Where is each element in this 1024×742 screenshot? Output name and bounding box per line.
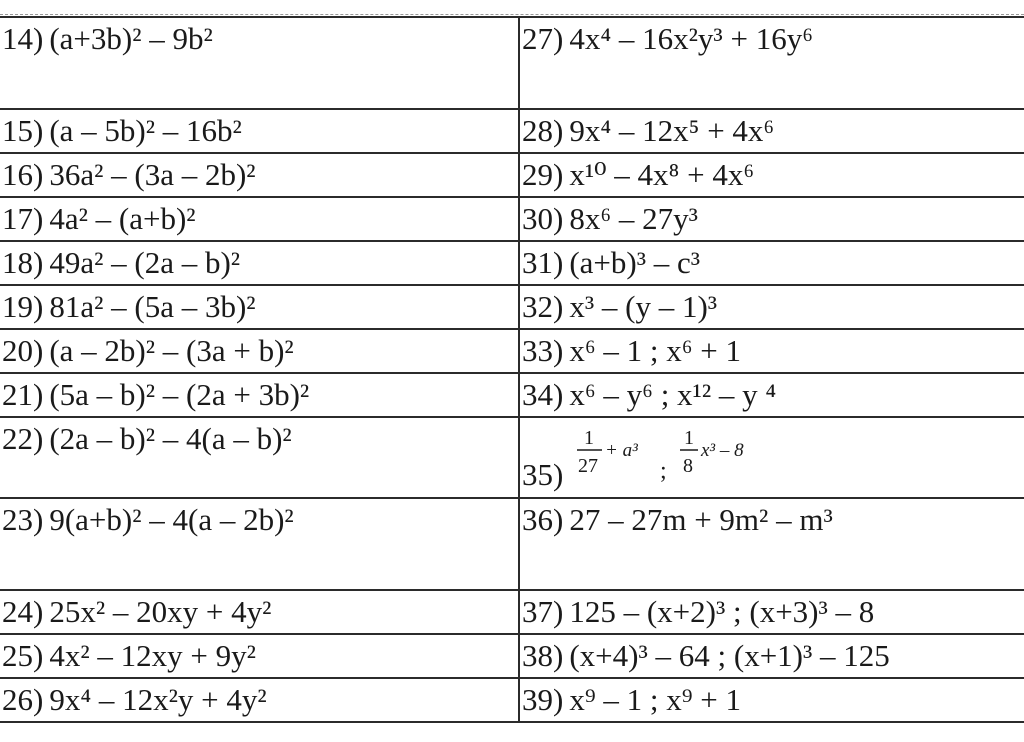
fraction-expression bbox=[522, 420, 744, 492]
exercise-expression: 25x² – 20xy + 4y² bbox=[49, 594, 272, 629]
exercise-expression: 4x⁴ – 16x²y³ + 16y⁶ bbox=[569, 21, 814, 56]
exercise-cell bbox=[0, 678, 519, 722]
exercise-number: 20) bbox=[2, 333, 44, 368]
exercise-number: 36) bbox=[522, 502, 564, 537]
frac2-tail: x³ – 8 bbox=[701, 440, 744, 461]
exercise-expression: 9x⁴ – 12x²y + 4y² bbox=[49, 682, 267, 717]
exercise-cell bbox=[0, 285, 519, 329]
exercise-cell bbox=[519, 153, 1024, 197]
exercise-expression: x⁹ – 1 ; x⁹ + 1 bbox=[569, 682, 742, 717]
exercise-cell bbox=[0, 17, 519, 109]
exercise-cell bbox=[519, 373, 1024, 417]
exercise-number: 39) bbox=[522, 682, 564, 717]
exercise-cell bbox=[519, 285, 1024, 329]
exercise-number: 38) bbox=[522, 638, 564, 673]
table-row bbox=[0, 109, 1024, 153]
exercise-table bbox=[0, 16, 1024, 723]
exercise-expression: (5a – b)² – (2a + 3b)² bbox=[49, 377, 310, 412]
exercise-expression: 4x² – 12xy + 9y² bbox=[49, 638, 256, 673]
frac2-denominator: 8 bbox=[683, 455, 693, 477]
table-row bbox=[0, 417, 1024, 498]
exercise-expression: (a – 5b)² – 16b² bbox=[49, 113, 242, 148]
exercise-number: 21) bbox=[2, 377, 44, 412]
exercise-number: 26) bbox=[2, 682, 44, 717]
table-row bbox=[0, 197, 1024, 241]
exercise-number: 28) bbox=[522, 113, 564, 148]
exercise-cell bbox=[519, 329, 1024, 373]
exercise-expression: 49a² – (2a – b)² bbox=[49, 245, 241, 280]
table-row bbox=[0, 153, 1024, 197]
frac1-numerator: 1 bbox=[584, 427, 594, 449]
frac2-numerator: 1 bbox=[684, 427, 694, 449]
exercise-expression: x⁶ – y⁶ ; x¹² – y ⁴ bbox=[569, 377, 777, 412]
exercise-expression: 81a² – (5a – 3b)² bbox=[49, 289, 256, 324]
exercise-number: 30) bbox=[522, 201, 564, 236]
top-dashed-rule bbox=[0, 14, 1024, 15]
exercise-expression: (x+4)³ – 64 ; (x+1)³ – 125 bbox=[569, 638, 890, 673]
exercise-number: 17) bbox=[2, 201, 44, 236]
table-row bbox=[0, 590, 1024, 634]
frac1-tail: + a³ bbox=[605, 440, 638, 461]
exercise-number: 14) bbox=[2, 21, 44, 56]
exercise-expression: 36a² – (3a – 2b)² bbox=[49, 157, 256, 192]
exercise-cell bbox=[0, 153, 519, 197]
exercise-number: 15) bbox=[2, 113, 44, 148]
exercise-expression: 9(a+b)² – 4(a – 2b)² bbox=[49, 502, 294, 537]
exercise-expression: (a+3b)² – 9b² bbox=[49, 21, 213, 56]
exercise-number: 16) bbox=[2, 157, 44, 192]
exercise-cell bbox=[0, 329, 519, 373]
exercise-cell bbox=[519, 678, 1024, 722]
exercise-cell bbox=[519, 417, 1024, 498]
exercise-cell bbox=[519, 498, 1024, 590]
exercise-number: 19) bbox=[2, 289, 44, 324]
exercise-cell bbox=[0, 373, 519, 417]
exercise-cell bbox=[0, 241, 519, 285]
exercise-cell bbox=[519, 590, 1024, 634]
exercise-cell bbox=[0, 417, 519, 498]
exercise-expression: (a+b)³ – c³ bbox=[569, 245, 701, 280]
exercise-number: 18) bbox=[2, 245, 44, 280]
exercise-cell bbox=[519, 634, 1024, 678]
table-row bbox=[0, 634, 1024, 678]
exercise-cell bbox=[0, 109, 519, 153]
exercise-expression: x⁶ – 1 ; x⁶ + 1 bbox=[569, 333, 742, 368]
exercise-number: 35) bbox=[522, 457, 564, 492]
table-row bbox=[0, 498, 1024, 590]
table-row bbox=[0, 285, 1024, 329]
exercise-cell bbox=[0, 498, 519, 590]
exercise-expression: 9x⁴ – 12x⁵ + 4x⁶ bbox=[569, 113, 775, 148]
exercise-expression: 27 – 27m + 9m² – m³ bbox=[569, 502, 833, 537]
exercise-cell bbox=[0, 590, 519, 634]
table-row bbox=[0, 241, 1024, 285]
exercise-cell bbox=[0, 197, 519, 241]
exercise-number: 25) bbox=[2, 638, 44, 673]
exercise-number: 33) bbox=[522, 333, 564, 368]
fraction-svg bbox=[574, 420, 774, 494]
table-row bbox=[0, 329, 1024, 373]
exercise-cell bbox=[519, 17, 1024, 109]
separator: ; bbox=[660, 458, 667, 484]
exercise-number: 34) bbox=[522, 377, 564, 412]
exercise-number: 24) bbox=[2, 594, 44, 629]
exercise-number: 27) bbox=[522, 21, 564, 56]
frac1-denominator: 27 bbox=[578, 455, 598, 477]
exercise-number: 23) bbox=[2, 502, 44, 537]
exercise-cell bbox=[519, 109, 1024, 153]
exercise-expression: x³ – (y – 1)³ bbox=[569, 289, 718, 324]
exercise-expression: (2a – b)² – 4(a – b)² bbox=[49, 421, 292, 456]
exercise-expression: 4a² – (a+b)² bbox=[49, 201, 196, 236]
table-row bbox=[0, 678, 1024, 722]
exercise-expression: x¹⁰ – 4x⁸ + 4x⁶ bbox=[569, 157, 755, 192]
exercise-number: 29) bbox=[522, 157, 564, 192]
exercise-cell bbox=[519, 241, 1024, 285]
exercise-cell bbox=[0, 634, 519, 678]
exercise-number: 22) bbox=[2, 421, 44, 456]
exercise-expression: (a – 2b)² – (3a + b)² bbox=[49, 333, 294, 368]
exercise-number: 31) bbox=[522, 245, 564, 280]
table-row bbox=[0, 373, 1024, 417]
exercise-expression: 8x⁶ – 27y³ bbox=[569, 201, 698, 236]
exercise-number: 32) bbox=[522, 289, 564, 324]
exercise-expression: 125 – (x+2)³ ; (x+3)³ – 8 bbox=[569, 594, 875, 629]
table-row bbox=[0, 17, 1024, 109]
exercise-cell bbox=[519, 197, 1024, 241]
exercise-number: 37) bbox=[522, 594, 564, 629]
